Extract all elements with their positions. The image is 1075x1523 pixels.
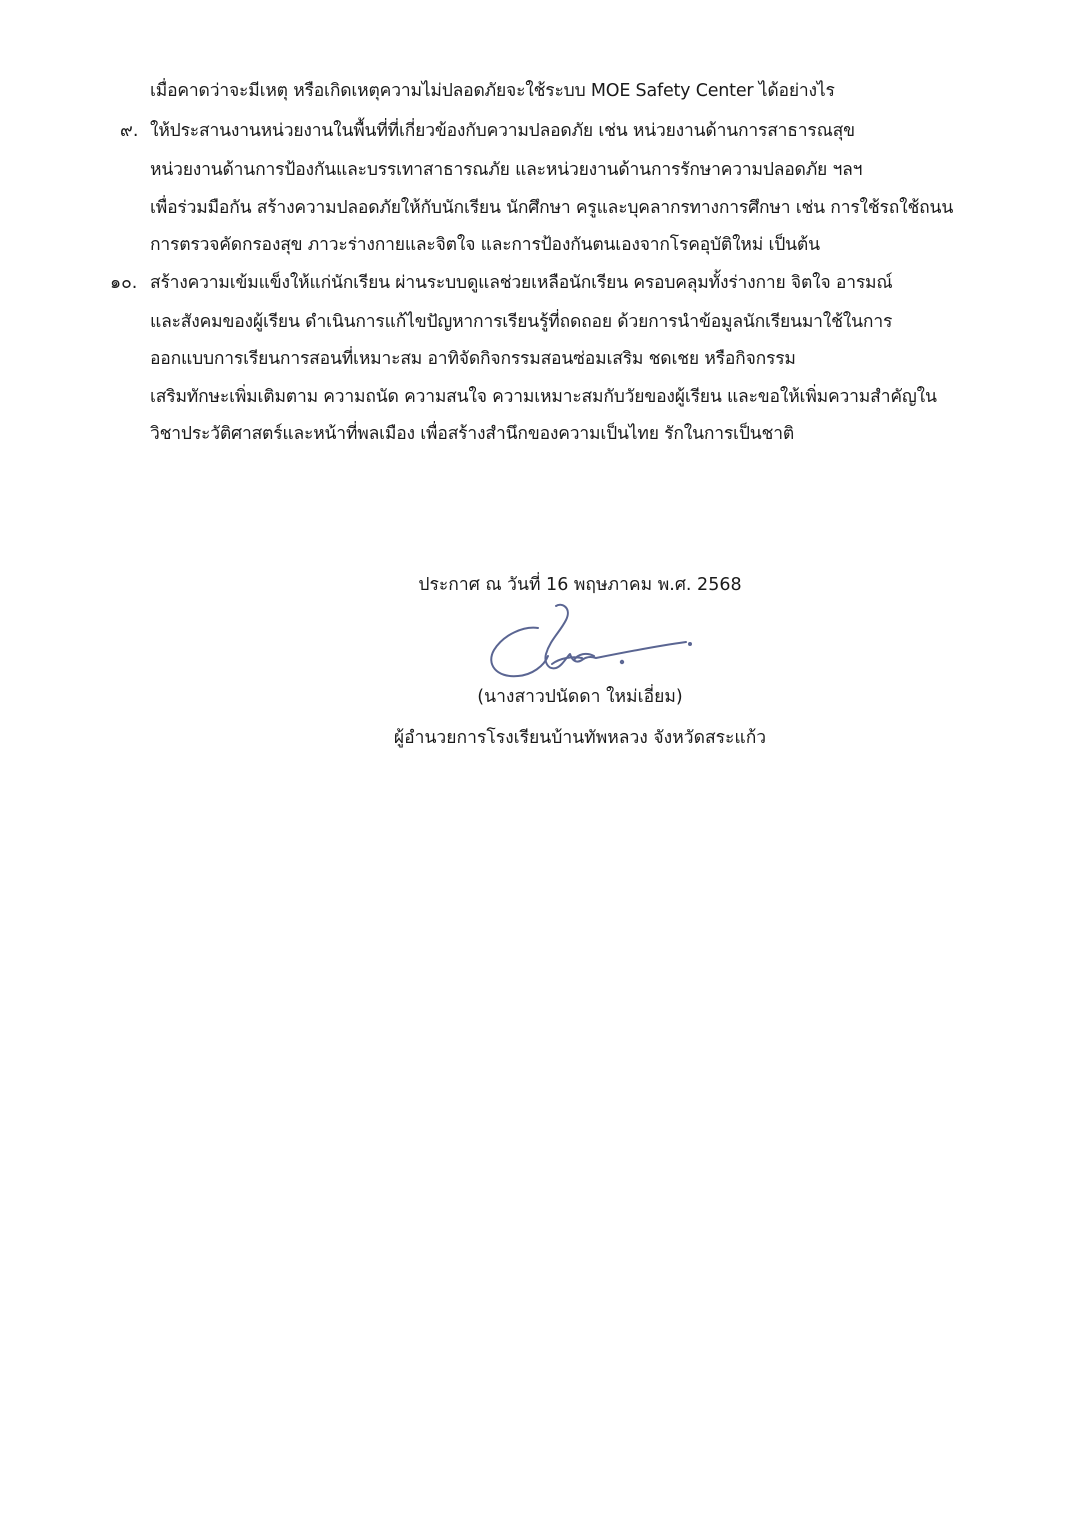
signer-name: (นางสาวปนัดดา ใหม่เอี่ยม) — [477, 687, 683, 707]
announcement-date: ประกาศ ณ วันที่ 16 พฤษภาคม พ.ศ. 2568 — [418, 575, 742, 595]
item-9-number: ๙. — [120, 121, 139, 141]
handwritten-signature — [486, 600, 701, 685]
signer-position: ผู้อำนวยการโรงเรียนบ้านทัพหลวง จังหวัดสระแก้ว — [393, 728, 767, 748]
continuation-line: เมื่อคาดว่าจะมีเหตุ หรือเกิดเหตุความไม่ปลอดภัยจะใช้ระบบ MOE Safety Center ได้อย่างไร — [150, 81, 835, 101]
item-10-line-1: สร้างความเข้มแข็งให้แก่นักเรียน ผ่านระบบดูแลช่วยเหลือนักเรียน ครอบคลุมทั้งร่างกาย จิตใจ อารมณ์ — [150, 273, 893, 293]
item-9-line-3: เพื่อร่วมมือกัน สร้างความปลอดภัยให้กับนักเรียน นักศึกษา ครูและบุคลากรทางการศึกษา เช่น การใช้รถใช้ถนน — [150, 198, 954, 218]
item-10-line-3: ออกแบบการเรียนการสอนที่เหมาะสม อาทิจัดกิจกรรมสอนซ่อมเสริม ชดเชย หรือกิจกรรม — [150, 349, 796, 369]
item-10-line-2: และสังคมของผู้เรียน ดำเนินการแก้ไขปัญหาการเรียนรู้ที่ถดถอย ด้วยการนำข้อมูลนักเรียนมาใช้ในการ — [150, 312, 893, 332]
item-10-line-5: วิชาประวัติศาสตร์และหน้าที่พลเมือง เพื่อสร้างสำนึกของความเป็นไทย รักในการเป็นชาติ — [150, 424, 794, 444]
item-10-line-4: เสริมทักษะเพิ่มเติมตาม ความถนัด ความสนใจ ความเหมาะสมกับวัยของผู้เรียน และขอให้เพิ่มความสำคัญใน — [150, 387, 937, 407]
item-9-line-2: หน่วยงานด้านการป้องกันและบรรเทาสาธารณภัย และหน่วยงานด้านการรักษาความปลอดภัย ฯลฯ — [150, 160, 863, 180]
item-9-line-4: การตรวจคัดกรองสุข ภาวะร่างกายและจิตใจ และการป้องกันตนเองจากโรคอุบัติใหม่ เป็นต้น — [150, 235, 820, 255]
item-10-number: ๑๐. — [110, 273, 138, 293]
item-9-line-1: ให้ประสานงานหน่วยงานในพื้นที่ที่เกี่ยวข้องกับความปลอดภัย เช่น หน่วยงานด้านการสาธารณสุข — [150, 121, 855, 141]
